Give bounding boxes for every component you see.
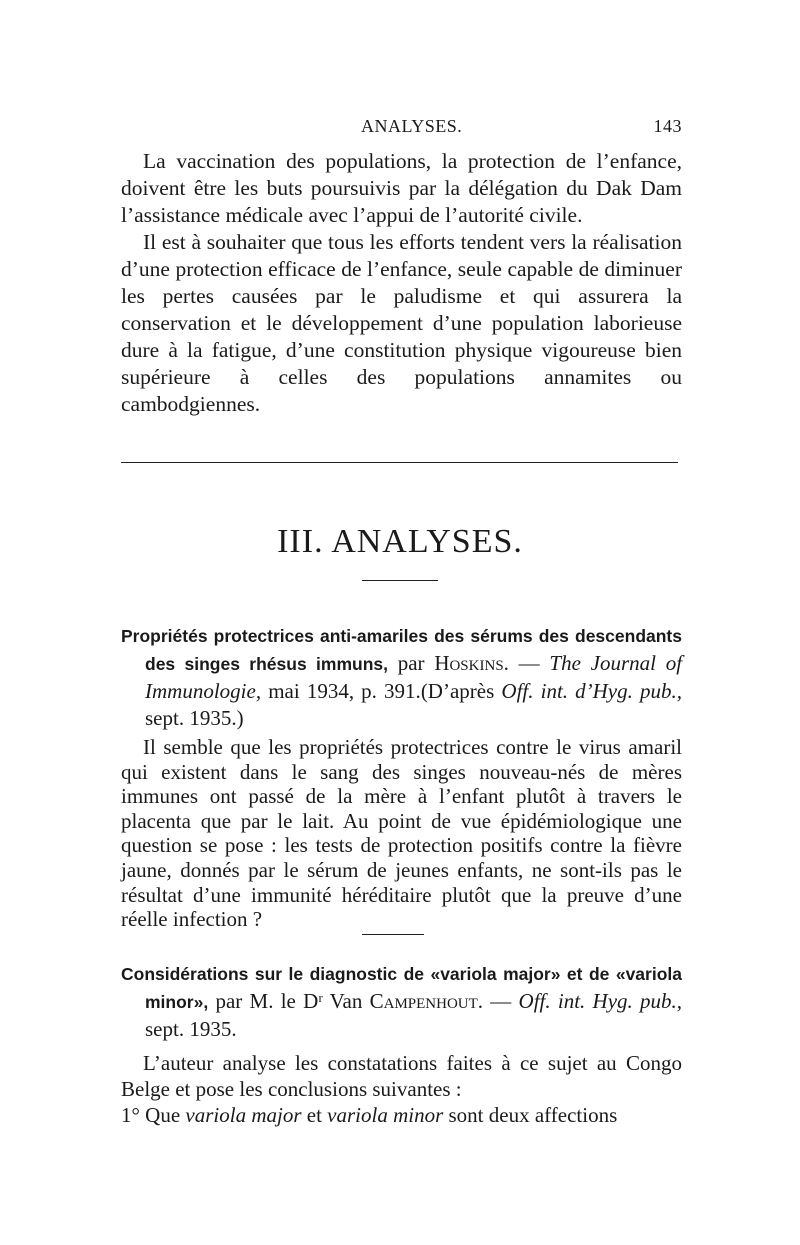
article-2-dash: — [490, 989, 512, 1013]
running-header [121, 116, 682, 140]
section-title: III. ANALYSES. [277, 523, 523, 560]
article-2-reference [121, 960, 682, 1043]
page-number: 143 [653, 116, 682, 136]
title-underline [362, 580, 438, 581]
article-2-source-date: sept. 1935. [145, 1017, 237, 1041]
article-2-author: Campenhout. [369, 989, 484, 1013]
article-2-source: Off. int. Hyg. pub., [518, 989, 683, 1013]
article-1-date: mai 1934, p. 391. [268, 679, 421, 703]
section-divider [121, 462, 678, 463]
article-1-source: Off. int. d’Hyg. pub., [501, 679, 683, 703]
article-1-author: Hoskins. [434, 651, 509, 675]
article-2-by: par M. le Dʳ Van [215, 989, 363, 1013]
intro-text [121, 148, 682, 418]
article-1-title: Propriétés protectrices anti-amariles des sérums des descendants des singes rhésus immuns, [121, 626, 682, 674]
article-2-body [121, 1050, 682, 1128]
conclusion-item-1: 1° Que variola major et variola minor sont deux affections [121, 1103, 618, 1127]
article-2-title: Considérations sur le diagnostic de «variola major» et de «variola minor», [121, 964, 682, 1012]
variola-major-term: variola major [185, 1103, 302, 1127]
article-2-intro: L’auteur analyse les constatations faites à ce sujet au Congo Belge et pose les conclusions suivantes : [121, 1051, 682, 1101]
variola-minor-term: variola minor [327, 1103, 444, 1127]
article-1-source-prefix: (D’après [420, 679, 495, 703]
article-separator [362, 934, 424, 935]
article-1-paragraph: Il semble que les propriétés protectrices contre le virus amaril qui existent dans le sang des singes nouveau-nés de mères immunes ont passé de la mère à l’enfant plutôt à travers le placenta que par le lait. Au point de vue épidémiologique une question se pose : les tests de protection positifs contre la fièvre jaune, donnés par le sérum de jeunes enfants, ne sont-ils pas le résultat d’une immunité héréditaire plutôt que la preuve d’une réelle infection ? [121, 735, 682, 932]
intro-paragraph-1: La vaccination des populations, la protection de l’enfance, doivent être les buts poursuivis par la délégation du Dak Dam l’assistance médicale avec l’appui de l’autorité civile. [121, 149, 682, 227]
intro-paragraph-2: Il est à souhaiter que tous les efforts tendent vers la réalisation d’une protection efficace de l’enfance, seule capable de diminuer les pertes causées par le paludisme et qui assurera la conservation et le développement d’une population laborieuse dure à la fatigue, d’une constitution physique vigoureuse bien supérieure à celles des populations annamites ou cambodgiennes. [121, 230, 682, 416]
article-1-body [121, 735, 682, 932]
article-1-by: par [397, 651, 425, 675]
running-title: ANALYSES. [361, 116, 463, 136]
item-number: 1° [121, 1103, 140, 1127]
article-1-reference [121, 622, 682, 732]
article-1-dash: — [518, 651, 540, 675]
article-1-journal: The Journal of Immunologie, [145, 651, 683, 703]
article-1-source-date: sept. 1935.) [145, 706, 244, 730]
